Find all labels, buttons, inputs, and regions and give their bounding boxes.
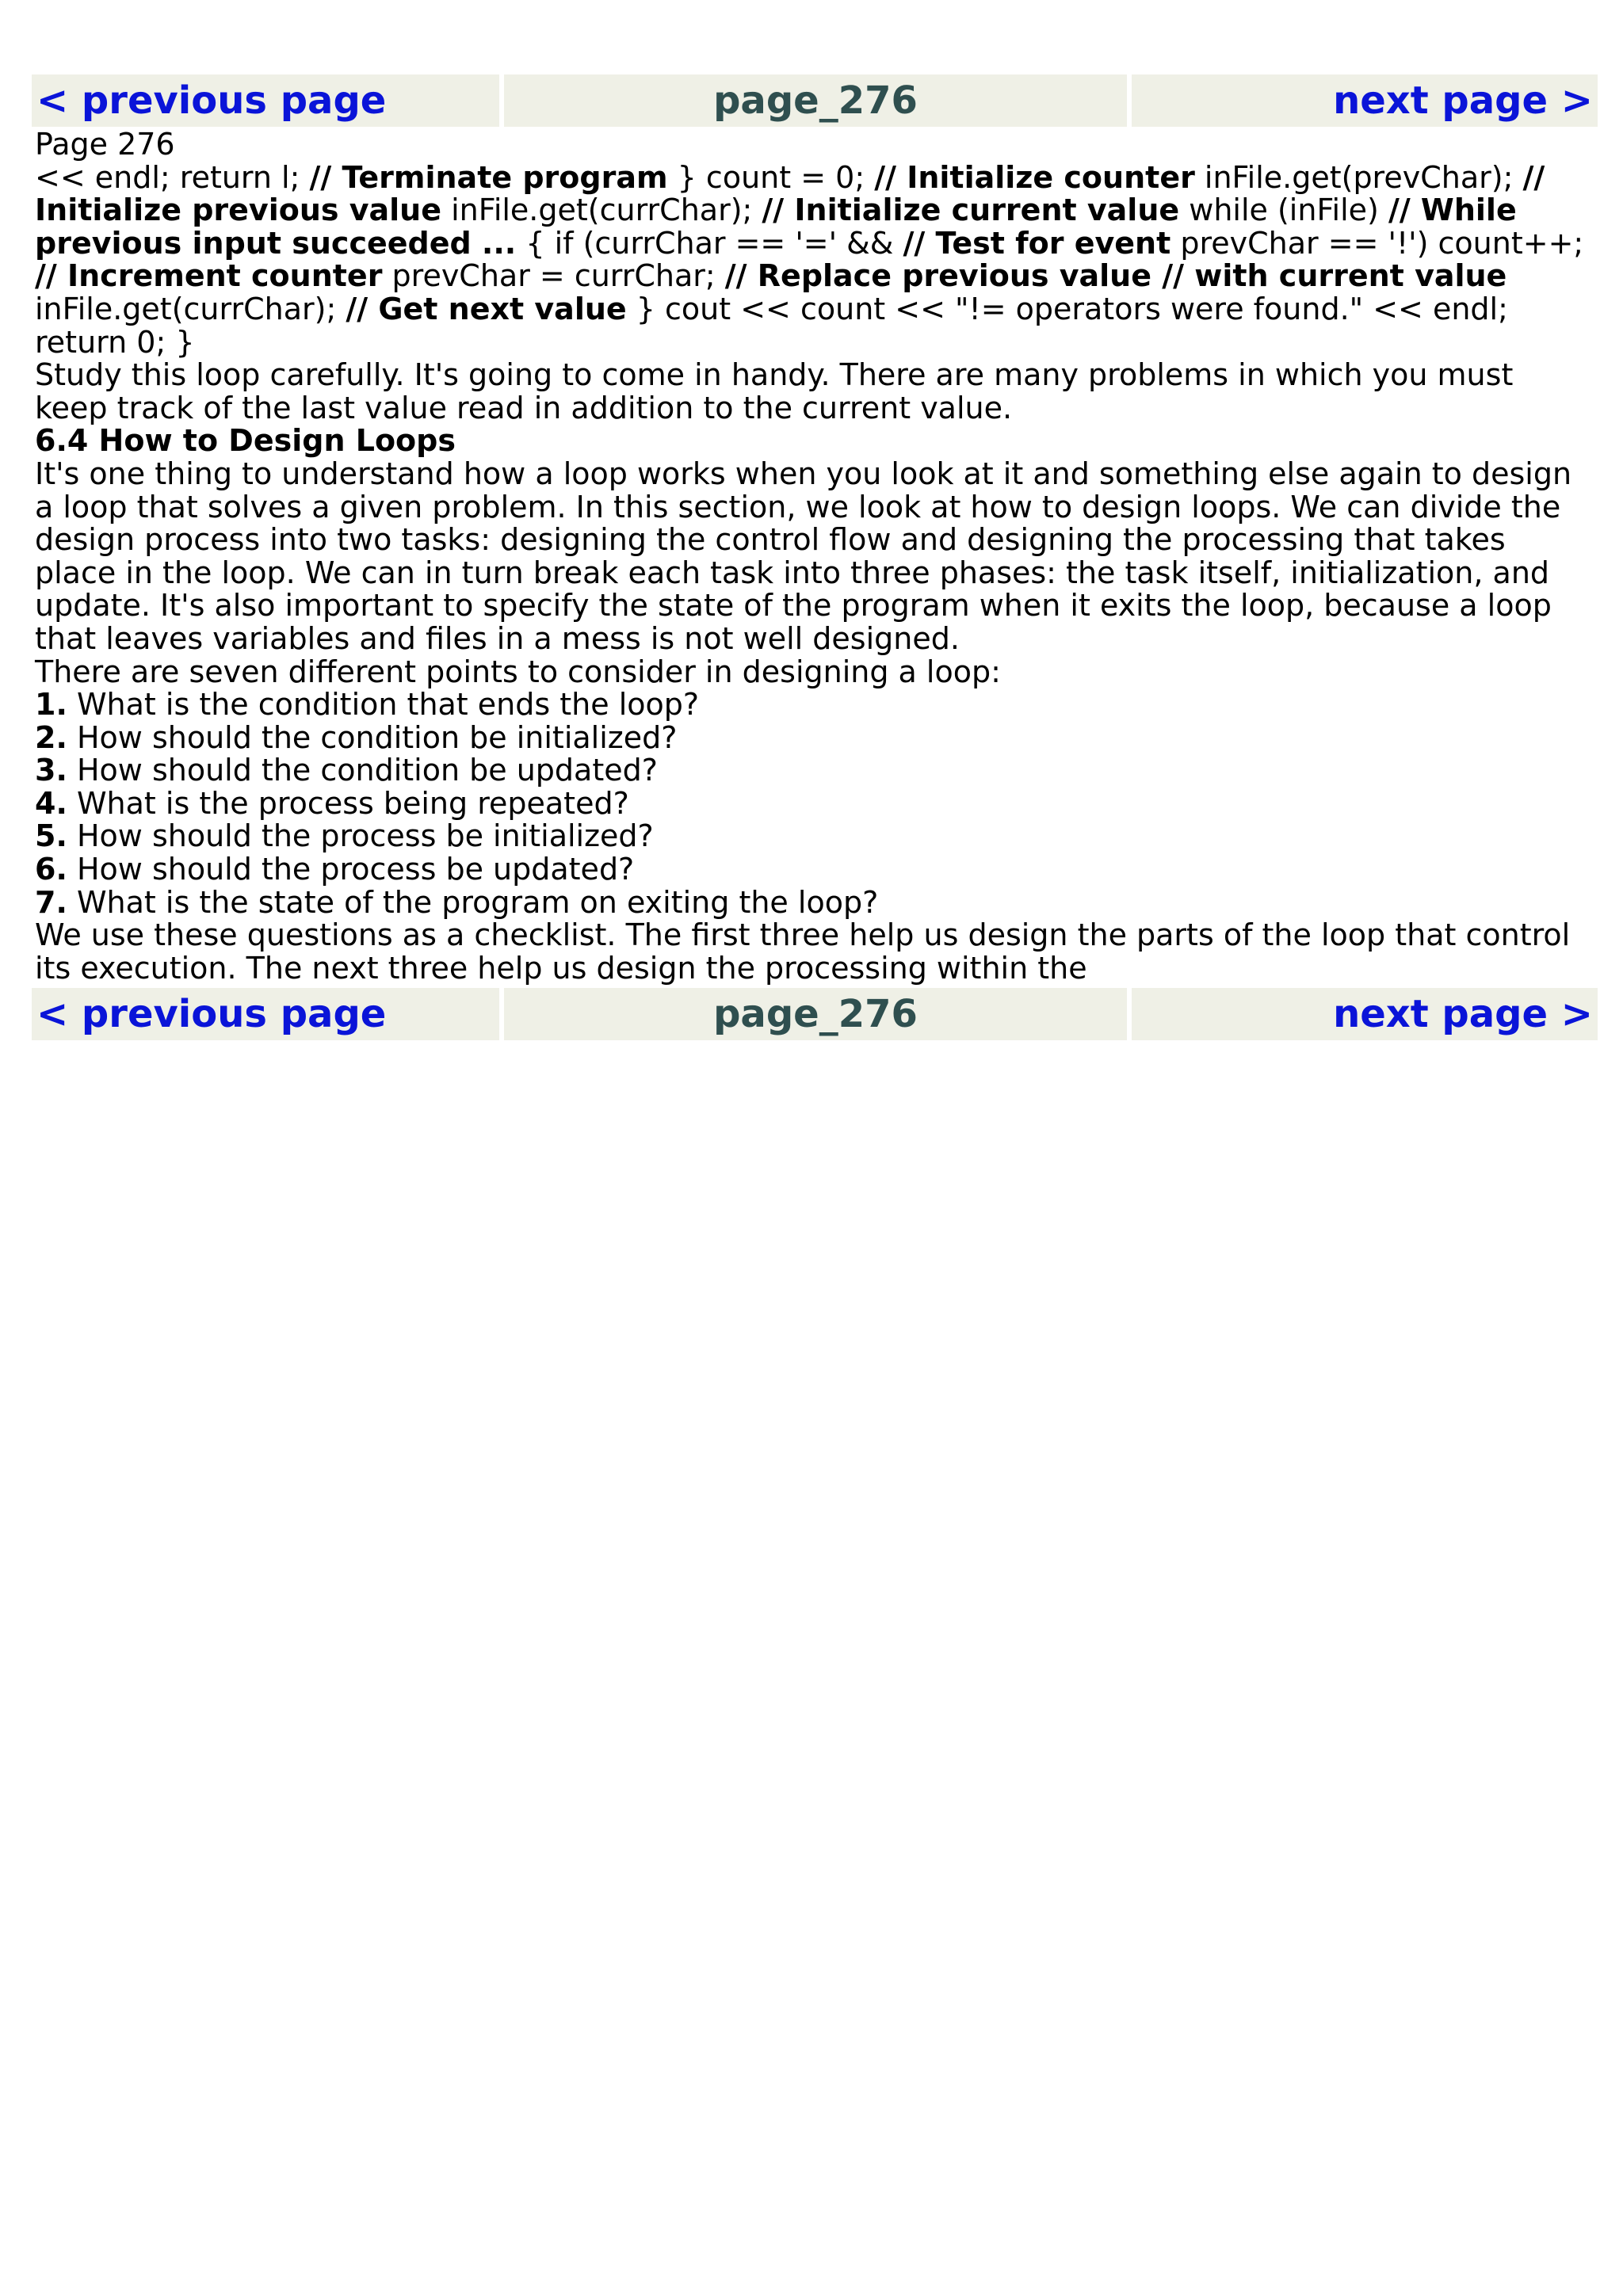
checklist-text: How should the condition be initialized? — [67, 719, 678, 755]
code-segment: } count = 0; — [667, 159, 875, 195]
code-comment: // Test for event — [903, 225, 1171, 261]
checklist-text: What is the state of the program on exiting the loop? — [67, 884, 879, 920]
code-segment: << endl; return l; — [35, 159, 310, 195]
checklist-text: What is the process being repeated? — [67, 785, 629, 821]
checklist-item — [35, 754, 1594, 788]
checklist-text: How should the process be updated? — [67, 852, 635, 887]
code-comment: // Terminate program — [309, 159, 668, 195]
code-segment: prevChar = currChar; — [382, 258, 725, 294]
checklist-number: 3. — [35, 753, 67, 788]
code-segment: prevChar == '!') count++; — [1170, 225, 1584, 261]
code-comment: // Replace previous value // with current value — [724, 258, 1507, 294]
checklist-number: 2. — [35, 719, 67, 755]
checklist-number: 6. — [35, 852, 67, 887]
code-segment: inFile.get(prevChar); — [1194, 159, 1523, 195]
code-listing — [35, 159, 1594, 360]
document-page — [32, 74, 1598, 1040]
next-page-link[interactable]: next page > — [1132, 988, 1598, 1040]
code-segment: inFile.get(currChar); — [441, 193, 762, 228]
code-segment: { if (currChar == '=' && — [516, 225, 903, 261]
page-label: page_276 — [504, 74, 1127, 127]
code-comment: // While previous input succeeded ... — [35, 193, 1517, 261]
checklist-number: 5. — [35, 818, 67, 854]
checklist-text: What is the condition that ends the loop? — [67, 687, 700, 723]
checklist-item — [35, 884, 1594, 920]
code-comment: // Initialize previous value — [35, 159, 1545, 228]
paragraph-points: There are seven different points to consider in designing a loop: — [35, 654, 1001, 689]
section-heading: 6.4 How to Design Loops — [35, 423, 456, 459]
paragraph-design: It's one thing to understand how a loop works when you look at it and something else again to design a loop that solves a given problem. In this section, we look at how to design loops. We can divide the design process into two tasks: designing the control flow and designing the processing that takes place in the loop. We can in turn break each task into three phases: the task itself, initialization, and update. It's also important to specify the state of the program when it exits the loop, because a loop that leaves variables and files in a mess is not well designed. — [35, 456, 1572, 656]
code-comment: // Initialize counter — [874, 159, 1195, 195]
checklist-item — [35, 785, 1594, 821]
code-comment: // Get next value — [346, 291, 627, 326]
checklist-item — [35, 853, 1594, 887]
code-segment: while (inFile) — [1179, 193, 1388, 228]
next-page-link[interactable]: next page > — [1132, 74, 1598, 127]
paragraph-checklist: We use these questions as a checklist. The first three help us design the parts of the loop that control its execution. The next three help us design the processing within the — [35, 917, 1571, 986]
code-comment: // Increment counter — [35, 258, 383, 294]
checklist-item — [35, 688, 1594, 722]
checklist-text: How should the process be initialized? — [67, 818, 654, 854]
checklist-number: 4. — [35, 785, 67, 821]
checklist-text: How should the condition be updated? — [67, 753, 658, 788]
previous-page-link[interactable]: < previous page — [32, 988, 499, 1040]
code-comment: // Initialize current value — [762, 193, 1180, 228]
checklist-item — [35, 820, 1594, 853]
previous-page-link[interactable]: < previous page — [32, 74, 499, 127]
page-content — [32, 127, 1598, 988]
page-label: page_276 — [504, 988, 1127, 1040]
bottom-navigation-bar — [32, 988, 1598, 1040]
paragraph-study: Study this loop carefully. It's going to come in handy. There are many problems in which you must keep track of the last value read in addition to the current value. — [35, 357, 1514, 425]
page-number-line: Page 276 — [35, 127, 175, 162]
top-navigation-bar — [32, 74, 1598, 127]
code-segment: inFile.get(currChar); — [35, 291, 346, 326]
code-segment: } cout << count << "!= operators were found." << endl; return 0; } — [35, 291, 1508, 360]
checklist-number: 7. — [35, 884, 67, 920]
checklist-number: 1. — [35, 687, 67, 723]
checklist-item — [35, 719, 1594, 755]
